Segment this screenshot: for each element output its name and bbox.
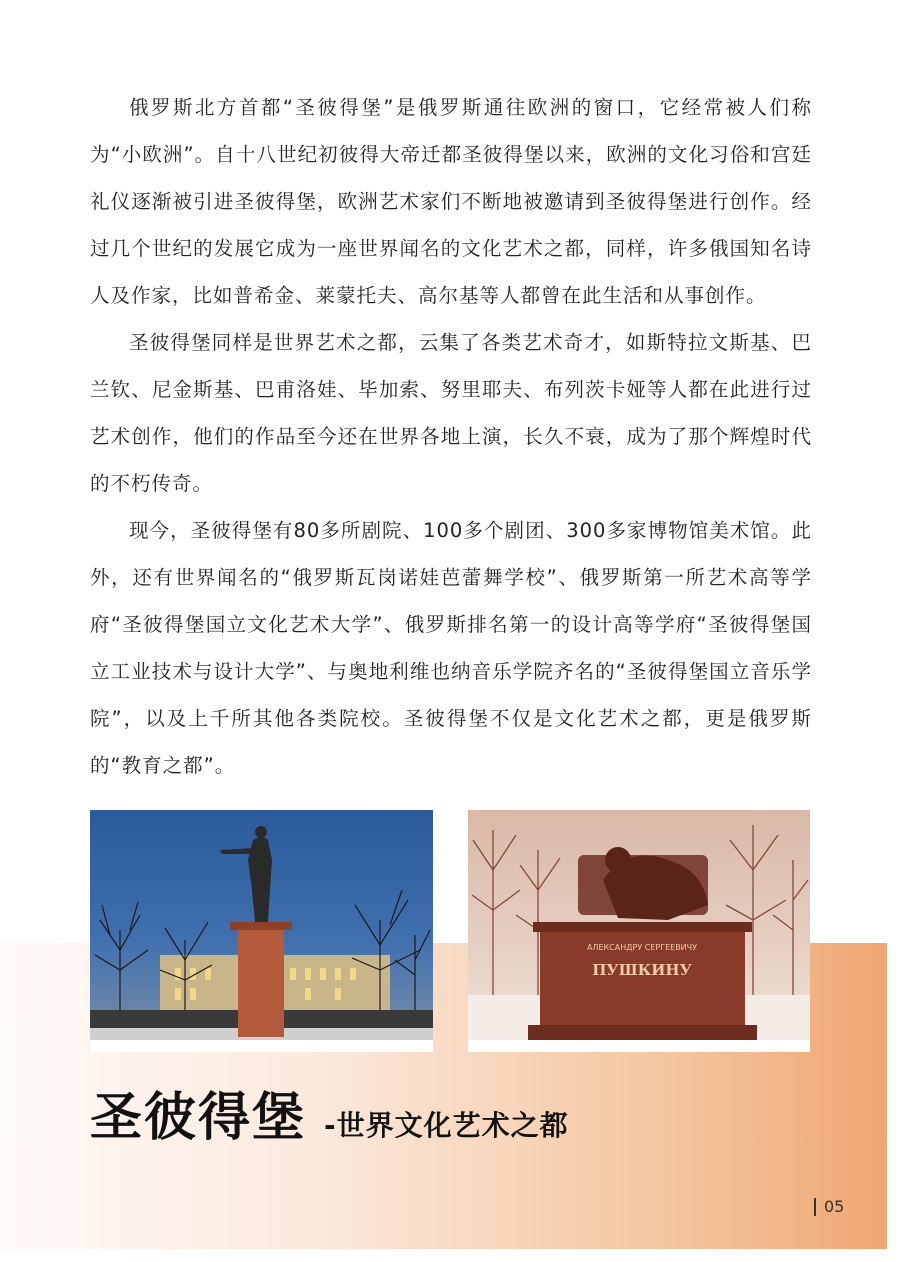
article-body bbox=[90, 84, 812, 789]
paragraph-1: 俄罗斯北方首都“圣彼得堡”是俄罗斯通往欧洲的窗口，它经常被人们称为“小欧洲”。自十八世纪初彼得大帝迁都圣彼得堡以来，欧洲的文化习俗和宫廷礼仪逐渐被引进圣彼得堡，欧洲艺术家们不断地被邀请到圣彼得堡进行创作。经过几个世纪的发展它成为一座世界闻名的文化艺术之都，同样，许多俄国知名诗人及作家，比如普希金、莱蒙托夫、高尔基等人都曾在此生活和从事创作。 bbox=[90, 96, 812, 307]
section-heading bbox=[90, 1075, 569, 1155]
photo-pushkin-statue-dusk bbox=[90, 810, 433, 1052]
page-subtitle: -世界文化艺术之都 bbox=[324, 1109, 569, 1142]
page-title: 圣彼得堡 bbox=[90, 1088, 307, 1148]
monument-inscription-line2: ПУШКИНУ bbox=[592, 961, 692, 979]
paragraph-2: 圣彼得堡同样是世界艺术之都，云集了各类艺术奇才，如斯特拉文斯基、巴兰钦、尼金斯基、巴甫洛娃、毕加索、努里耶夫、布列茨卡娅等人都在此进行过艺术创作，他们的作品至今还在世界各地上演，长久不衰，成为了那个辉煌时代的不朽传奇。 bbox=[90, 331, 812, 495]
paragraph-3: 现今，圣彼得堡有80多所剧院、100多个剧团、300多家博物馆美术馆。此外，还有世界闻名的“俄罗斯瓦岗诺娃芭蕾舞学校”、俄罗斯第一所艺术高等学府“圣彼得堡国立文化艺术大学”、俄罗斯排名第一的设计高等学府“圣彼得堡国立工业技术与设计大学”、与奥地利维也纳音乐学院齐名的“圣彼得堡国立音乐学院”，以及上千所其他各类院校。圣彼得堡不仅是文化艺术之都，更是俄罗斯的“教育之都”。 bbox=[90, 519, 812, 777]
monument-inscription-line1: АЛЕКСАНДРУ СЕРГЕЕВИЧУ bbox=[586, 943, 698, 952]
page-number: 05 bbox=[814, 1198, 844, 1216]
photo-pushkin-monument-winter bbox=[468, 810, 810, 1052]
